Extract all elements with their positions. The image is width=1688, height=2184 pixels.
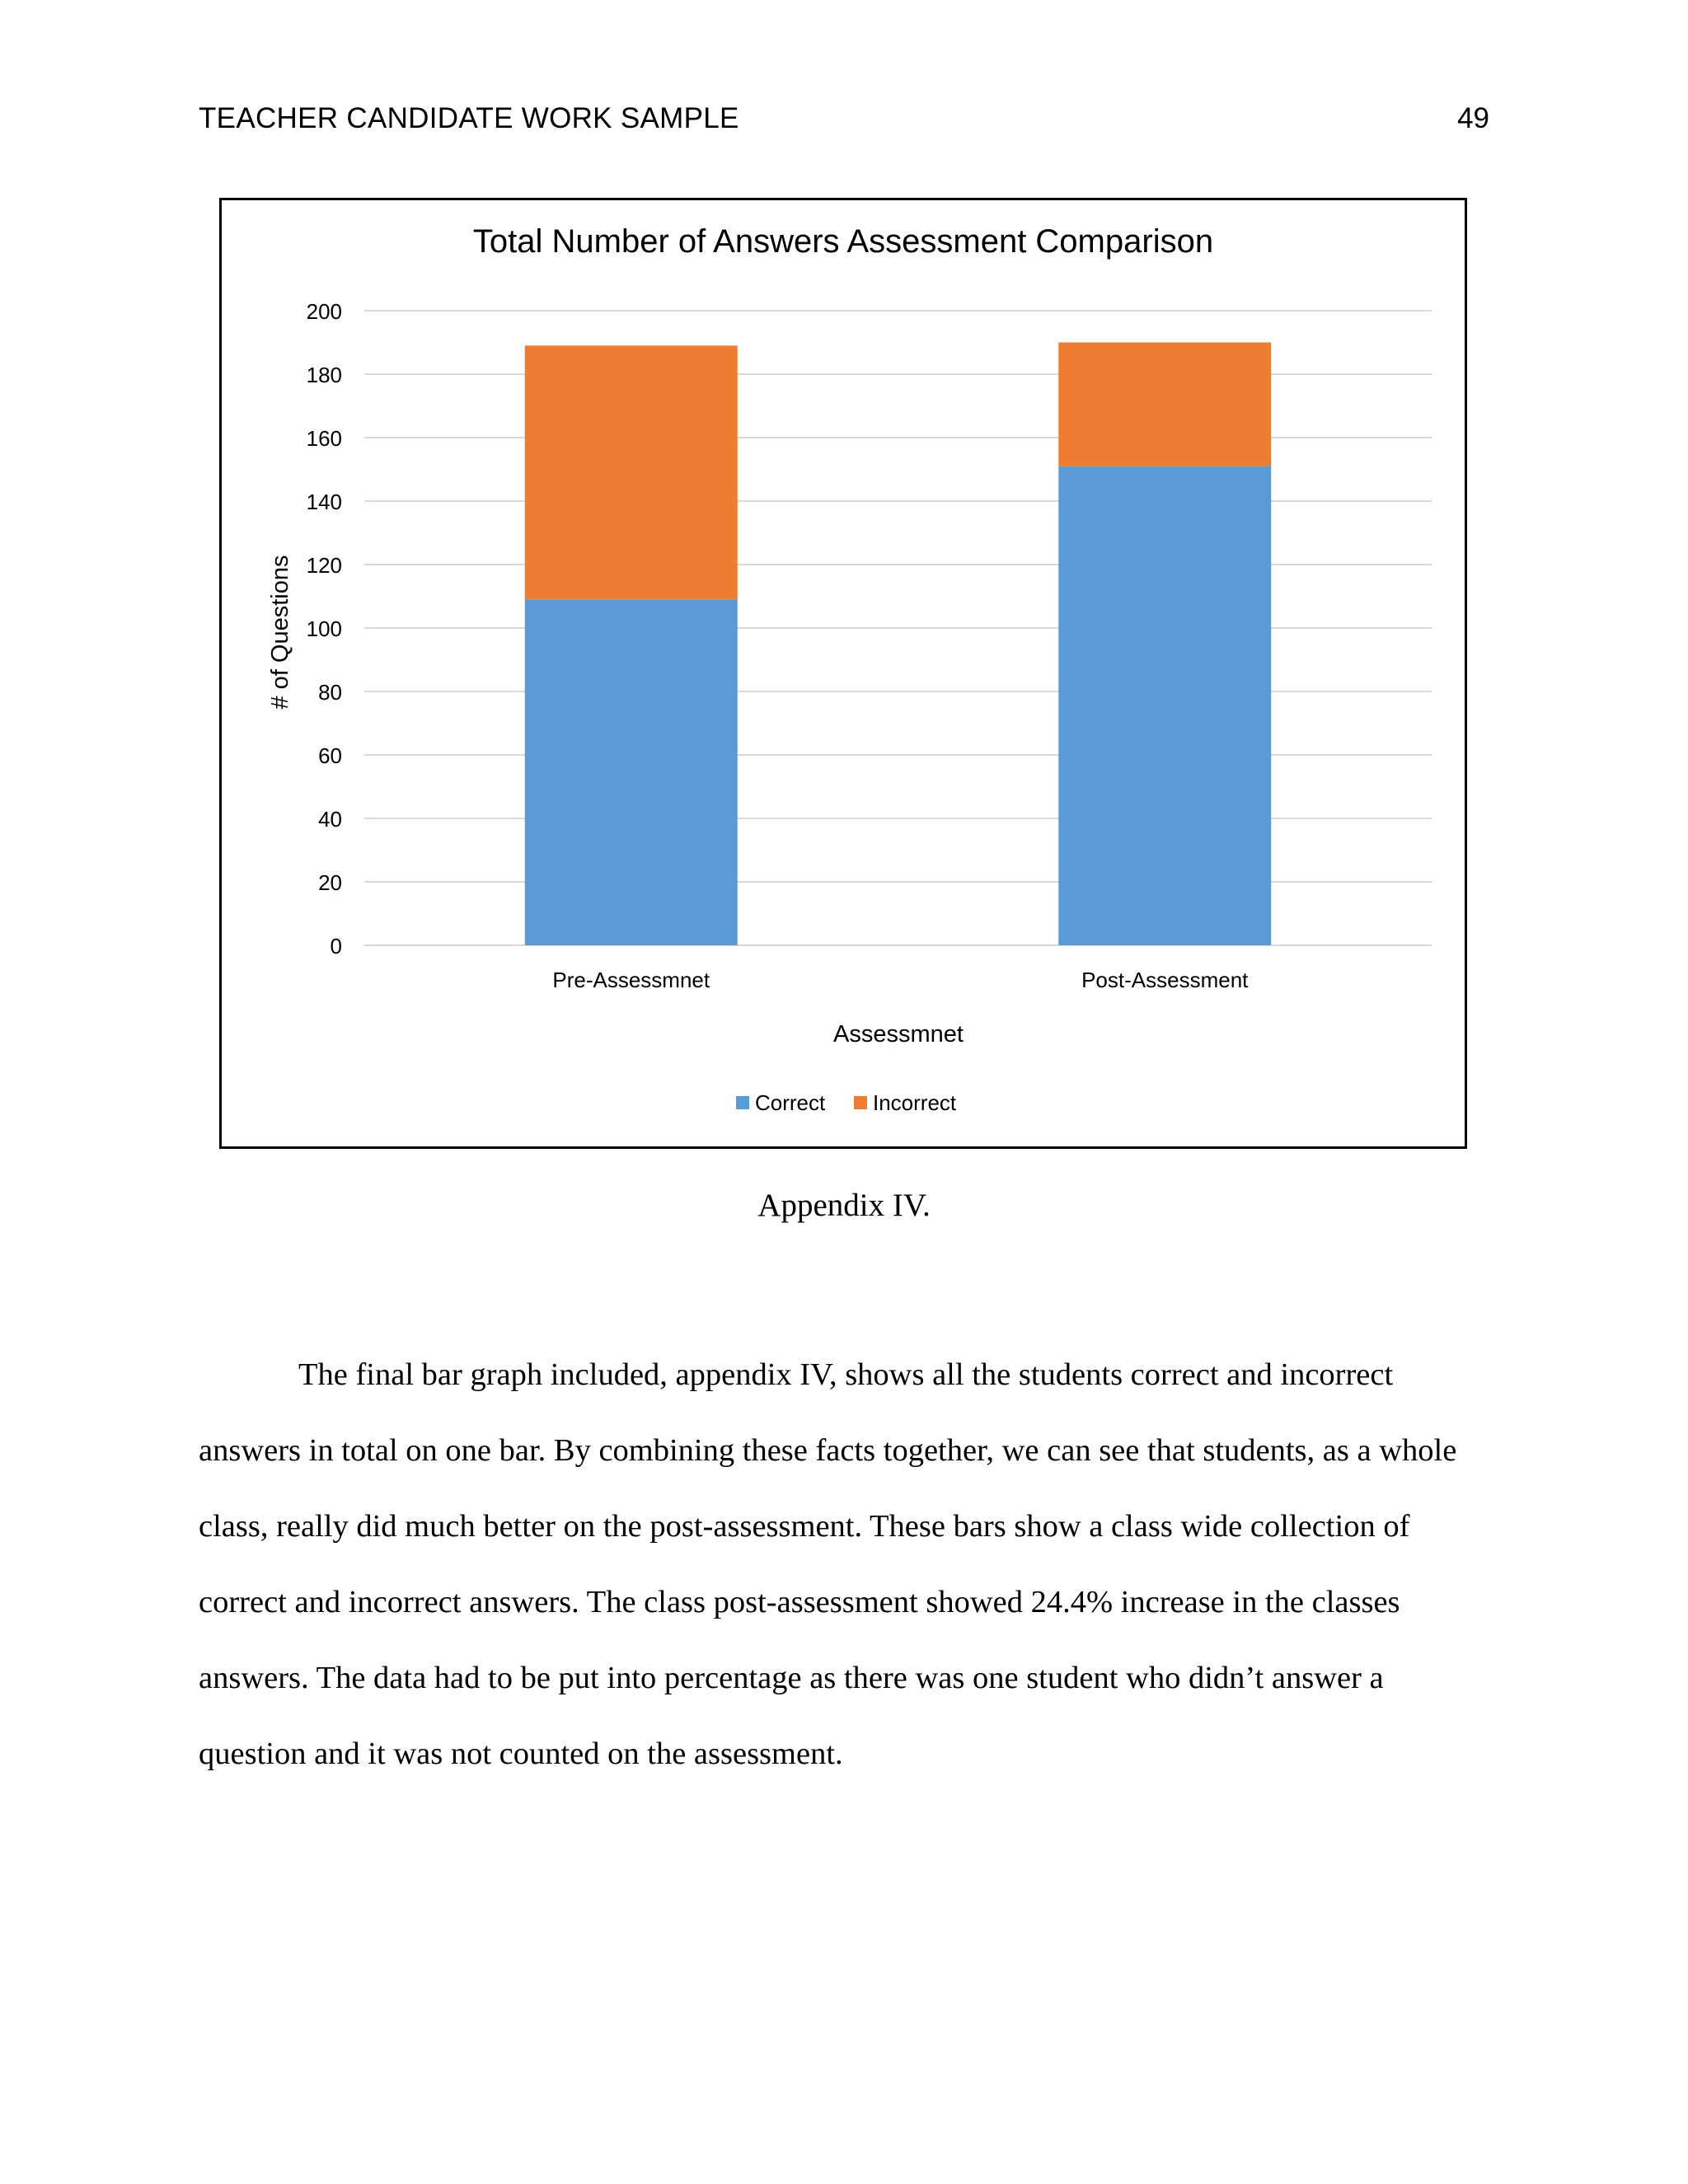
y-tick-label: 180 bbox=[306, 363, 342, 387]
bar-incorrect-1 bbox=[1058, 343, 1271, 466]
y-tick-label: 20 bbox=[318, 870, 342, 895]
y-tick-label: 140 bbox=[306, 490, 342, 514]
bar-incorrect-0 bbox=[525, 345, 738, 599]
y-tick-label: 60 bbox=[318, 743, 342, 768]
x-axis-title: Assessmnet bbox=[833, 1021, 964, 1047]
gridlines bbox=[364, 311, 1432, 945]
x-tick-labels bbox=[552, 968, 1249, 992]
chart-title: Total Number of Answers Assessment Comparison bbox=[472, 223, 1214, 260]
body-paragraph: The final bar graph included, appendix IV, shows all the students correct and incorrect answers in total on one bar. By combining these facts together, we can see that students, as a whole class, really did much better on the post-assessment. These bars show a class wide collection of correct and incorrect answers. The class post-assessment showed 24.4% increase in the classes answers. The data had to be put into percentage as there was one student who didn’t answer a question and it was not counted on the assessment. bbox=[199, 1357, 1457, 1771]
legend bbox=[736, 1090, 957, 1115]
bar-correct-1 bbox=[1058, 466, 1271, 945]
bar-correct-0 bbox=[525, 599, 738, 945]
body-text bbox=[199, 1337, 1491, 1792]
y-tick-label: 80 bbox=[318, 680, 342, 705]
legend-label-correct: Correct bbox=[755, 1090, 826, 1115]
page-number: 49 bbox=[1457, 102, 1489, 134]
chart-frame bbox=[219, 198, 1467, 1149]
x-tick-label: Post-Assessment bbox=[1081, 968, 1249, 992]
running-head: TEACHER CANDIDATE WORK SAMPLE bbox=[199, 102, 739, 134]
y-axis-title: # of Questions bbox=[267, 555, 293, 710]
y-tick-label: 40 bbox=[318, 807, 342, 832]
y-tick-label: 100 bbox=[306, 616, 342, 641]
y-tick-label: 200 bbox=[306, 299, 342, 324]
bars bbox=[525, 343, 1272, 946]
legend-swatch-incorrect bbox=[854, 1096, 867, 1109]
legend-label-incorrect: Incorrect bbox=[873, 1090, 957, 1115]
x-tick-label: Pre-Assessmnet bbox=[552, 968, 710, 992]
stacked-bar-chart bbox=[222, 200, 1465, 1146]
y-tick-label: 0 bbox=[330, 934, 342, 958]
figure-caption: Appendix IV. bbox=[757, 1188, 931, 1223]
legend-swatch-correct bbox=[736, 1096, 749, 1109]
y-tick-labels bbox=[307, 299, 342, 958]
y-tick-label: 160 bbox=[306, 426, 342, 451]
y-tick-label: 120 bbox=[306, 553, 342, 578]
